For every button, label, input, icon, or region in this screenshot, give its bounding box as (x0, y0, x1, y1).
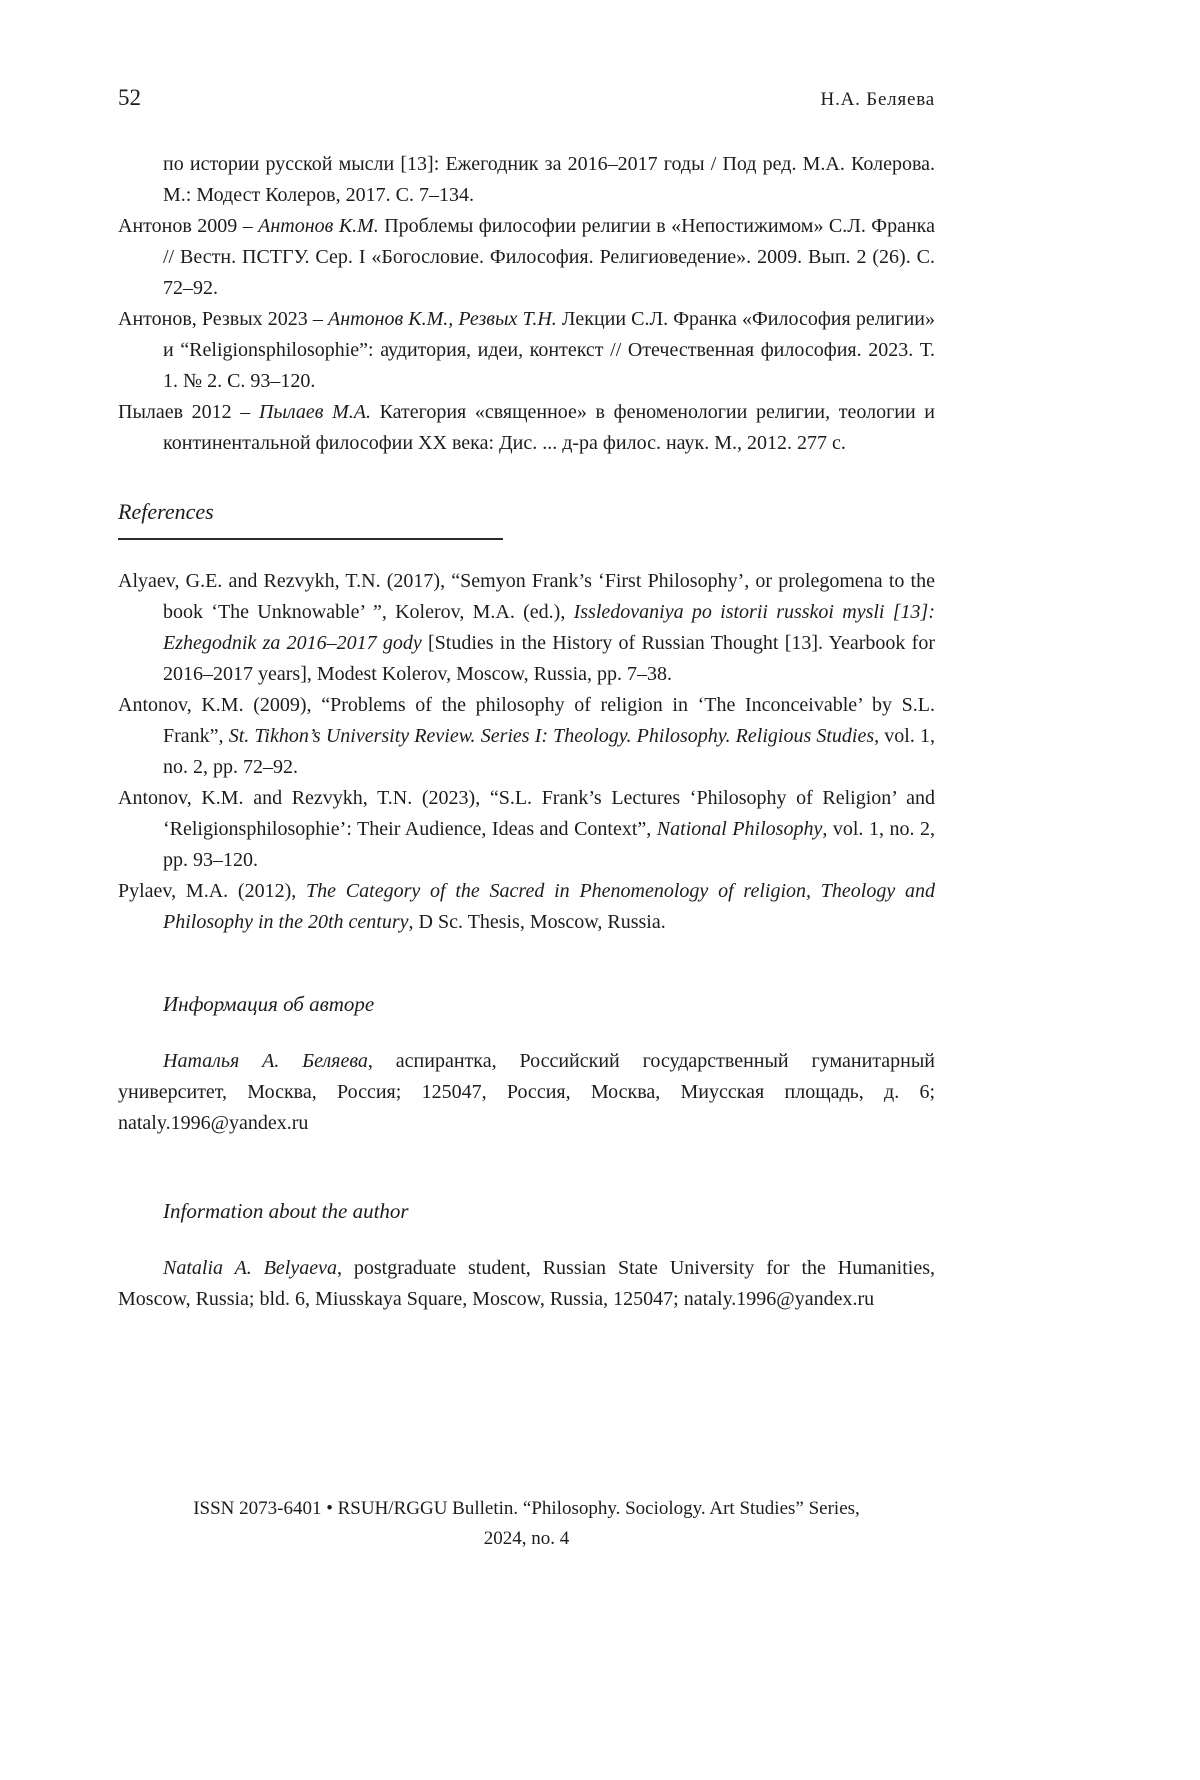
bibliography-entry-continuation (118, 149, 935, 211)
italic-text: Пылаев М.А. (258, 401, 371, 423)
bibliography-entry (118, 211, 935, 304)
author-email: nataly.1996@yandex.ru (683, 1288, 875, 1310)
italic-text: National Philosophy (656, 818, 823, 840)
bibliography-entry (118, 304, 935, 397)
italic-text: St. Tikhon’s University Review. Series I: Theology. Philosophy. Religious Studies (228, 725, 875, 747)
bibliography-entry (118, 397, 935, 459)
text-run: , D Sc. Thesis, Moscow, Russia. (408, 911, 666, 933)
italic-text: Антонов К.М., Резвых Т.Н. (328, 308, 557, 330)
text-run: , postgraduate student, Russian State University for the Humanities, Moscow, Russia; bld. 6, Miusskaya Square, Moscow, Russia, 125047; (118, 1257, 935, 1310)
author-info-en-text (118, 1253, 935, 1315)
author-info-en-heading: Information about the author (163, 1199, 409, 1223)
running-header (118, 82, 935, 115)
italic-text: The Category of the Sacred in Phenomenology of religion, Theology and Philosophy in the 20th century (163, 880, 935, 933)
author-info-ru-heading: Информация об авторе (163, 992, 375, 1016)
text-run: , аспирантка, Российский государственный гуманитарный университет, Москва, Россия; 125047, Россия, Москва, Миусская площадь, д. 6; (118, 1050, 935, 1103)
reference-entry (118, 783, 935, 876)
bibliography-russian (118, 149, 935, 459)
italic-text: Issledovaniya po istorii russkoi mysli [13]: Ezhegodnik za 2016–2017 gody (163, 601, 935, 654)
footer-issn-line: ISSN 2073-6401 • RSUH/RGGU Bulletin. “Philosophy. Sociology. Art Studies” Series, (193, 1498, 860, 1519)
reference-entry (118, 876, 935, 938)
text-run: Пылаев 2012 – (118, 401, 259, 423)
author-name-en: Natalia A. Belyaeva (163, 1257, 337, 1279)
text-run: Antonov, K.M. and Rezvykh, T.N. (2023), “S.L. Frank’s Lectures ‘Philosophy of Religion’ and ‘Religionsphilosophie’: Their Audience, Ideas and Context”, (118, 787, 935, 840)
reference-entry (118, 566, 935, 690)
text-run: Проблемы философии религии в «Непостижимом» С.Л. Франка // Вестн. ПСТГУ. Сер. I «Богословие. Философия. Религиоведение». 2009. Вып. 2 (26). С. 72–92. (163, 215, 935, 299)
page-footer (118, 1494, 935, 1554)
footer-issue-line: 2024, no. 4 (483, 1528, 570, 1549)
text-run: [Studies in the History of Russian Thought [13]. Yearbook for 2016–2017 years], Modest Kolerov, Moscow, Russia, pp. 7–38. (163, 632, 935, 685)
running-head-author: Н.А. Беляева (820, 89, 935, 110)
author-name-ru: Наталья А. Беляева (163, 1050, 368, 1072)
text-run: Антонов, Резвых 2023 – (118, 308, 328, 330)
text-run: Pylaev, M.A. (2012), (118, 880, 307, 902)
reference-entry (118, 690, 935, 783)
text-run: Категория «священное» в феноменологии религии, теологии и континентальной философии XX века: Дис. ... д-ра филос. наук. М., 2012. 277 с. (163, 401, 936, 454)
references-list (118, 566, 935, 938)
text-run: Антонов 2009 – (118, 215, 259, 237)
text-run: , vol. 1, no. 2, pp. 93–120. (163, 818, 935, 871)
references-heading: References (118, 499, 503, 540)
text-run: Antonov, K.M. (2009), “Problems of the philosophy of religion in ‘The Inconceivable’ by S.L. Frank”, (118, 694, 935, 747)
author-info-ru-text (118, 1046, 935, 1139)
text-run: по истории русской мысли [13]: Ежегодник за 2016–2017 годы / Под ред. М.А. Колерова. М.: Модест Колеров, 2017. С. 7–134. (163, 153, 935, 206)
page-number: 52 (118, 85, 141, 110)
text-run: , vol. 1, no. 2, pp. 72–92. (163, 725, 935, 778)
italic-text: Антонов К.М. (258, 215, 379, 237)
text-run: Alyaev, G.E. and Rezvykh, T.N. (2017), “Semyon Frank’s ‘First Philosophy’, or prolegomena to the book ‘The Unknowable’ ”, Kolerov, M.A. (ed.), (118, 570, 935, 623)
text-run: Лекции С.Л. Франка «Философия религии» и “Religionsphilosophie”: аудитория, идеи, контекст // Отечественная философия. 2023. Т. 1. № 2. С. 93–120. (163, 308, 935, 392)
author-email: nataly.1996@yandex.ru (118, 1112, 309, 1134)
